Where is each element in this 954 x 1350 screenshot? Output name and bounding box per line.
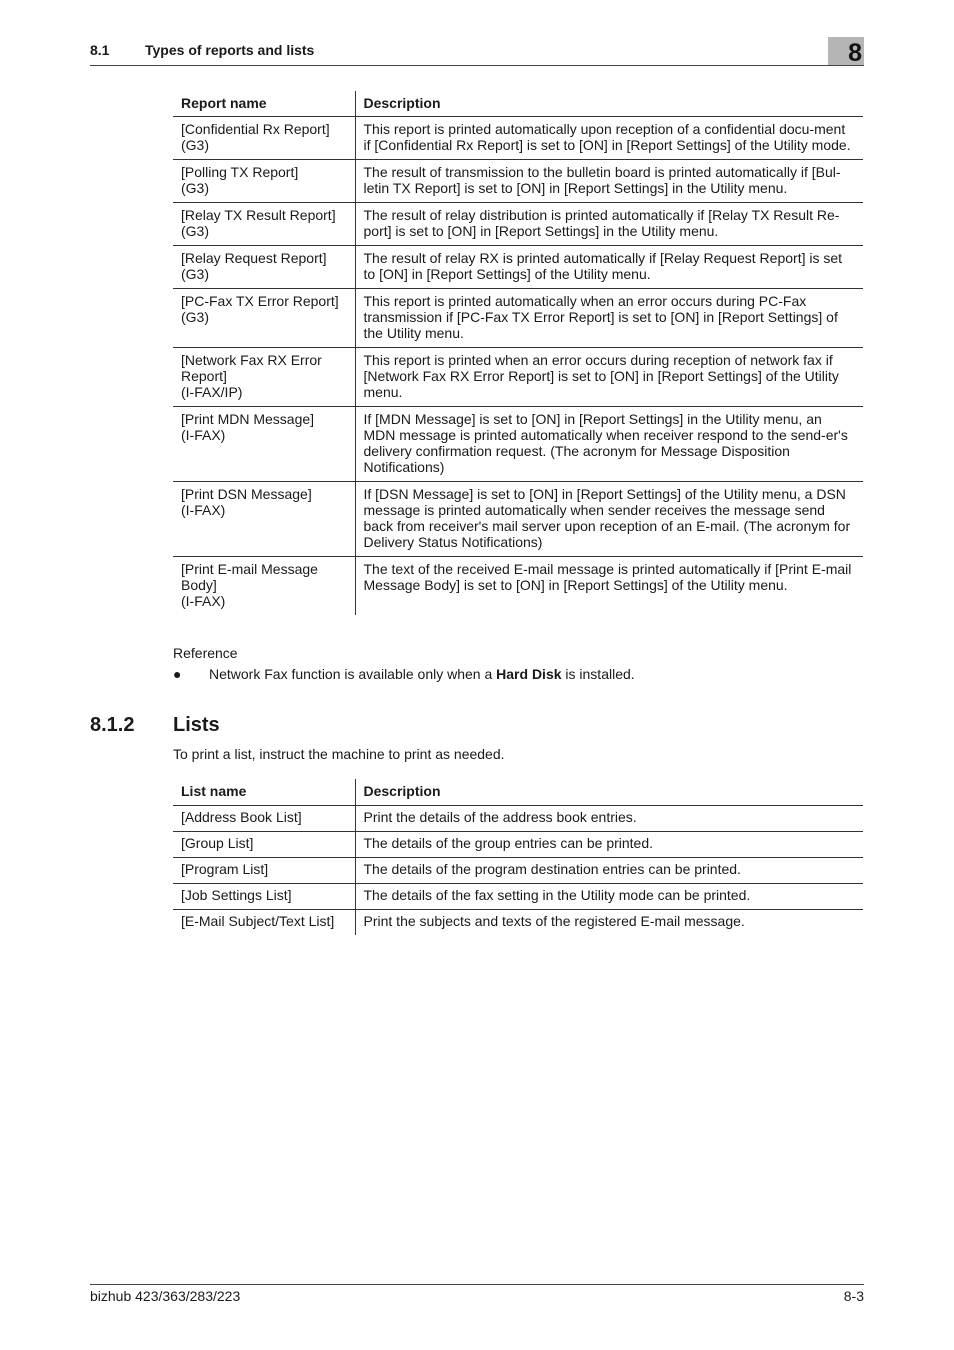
page-footer	[90, 1284, 864, 1308]
cell-name: [Job Settings List]	[173, 883, 355, 909]
bullet-text-bold: Hard Disk	[496, 666, 562, 682]
page-header	[90, 38, 864, 66]
table-row	[173, 805, 863, 831]
cell-description: This report is printed when an error occurs during reception of network fax if [Network Fax RX Error Report] is set to [ON] in [Report Settings] of the Utility menu.	[355, 347, 863, 406]
cell-description: The text of the received E-mail message is printed automatically if [Print E-mail Message Body] is set to [ON] in [Report Settings] of the Utility menu.	[363, 560, 852, 593]
cell-name: [Network Fax RX Error Report] (I-FAX/IP)	[173, 347, 355, 406]
cell-name: [Address Book List]	[173, 805, 355, 831]
cell-description: The result of relay RX is printed automatically if [Relay Request Report] is set to [ON] in [Report Settings] of the Utility menu.	[355, 245, 863, 288]
bullet-icon: ●	[173, 666, 182, 682]
cell-description: If [DSN Message] is set to [ON] in [Report Settings] of the Utility menu, a DSN message is printed automatically when sender receives the message send back from receiver's mail server upon reception of an E-mail. (The acronym for Delivery Status Notifications)	[355, 481, 863, 556]
subsection-number: 8.1.2	[90, 714, 135, 736]
cell-name: [Print DSN Message] (I-FAX)	[173, 481, 355, 556]
subsection-title: Lists	[173, 714, 220, 736]
table-row	[173, 202, 863, 245]
table-row	[173, 245, 863, 288]
table-row	[173, 481, 863, 556]
header-section-title: Types of reports and lists	[145, 42, 315, 58]
chapter-number-badge: 8	[828, 37, 864, 65]
cell-description: Print the details of the address book entries.	[355, 805, 863, 831]
table-row	[173, 406, 863, 481]
cell-description: This report is printed automatically when an error occurs during PC-Fax transmission if [PC-Fax TX Error Report] is set to [ON] in [Report Settings] of the Utility menu.	[355, 288, 863, 347]
cell-name: [Group List]	[173, 831, 355, 857]
cell-name: [Program List]	[173, 857, 355, 883]
table-row	[173, 159, 863, 202]
cell-description: The result of transmission to the bulletin board is printed automatically if [Bul-letin TX Report] is set to [ON] in [Report Settings] in the Utility menu.	[355, 159, 863, 202]
footer-page-number: 8-3	[843, 1288, 864, 1304]
cell-name: [E-Mail Subject/Text List]	[173, 909, 355, 935]
table-row	[173, 288, 863, 347]
cell-description: If [MDN Message] is set to [ON] in [Report Settings] in the Utility menu, an MDN message is printed automatically when receiver respond to the send-er's delivery confirmation request. (The acronym for Message Disposition Notifications)	[355, 406, 863, 481]
cell-description: This report is printed automatically upon reception of a confidential docu-ment if [Confidential Rx Report] is set to [ON] in [Report Settings] of the Utility mode.	[355, 116, 863, 159]
lists-table-header	[173, 779, 863, 805]
cell-description: Print the subjects and texts of the registered E-mail message.	[363, 912, 745, 929]
table-row	[173, 909, 863, 935]
table-row	[173, 116, 863, 159]
column-header-report-name: Report name	[173, 91, 355, 116]
reports-table-header	[173, 91, 863, 116]
table-row	[173, 831, 863, 857]
header-section-number: 8.1	[90, 42, 110, 58]
cell-name: [PC-Fax TX Error Report] (G3)	[173, 288, 355, 347]
column-header-list-name: List name	[173, 779, 355, 805]
lists-table	[173, 779, 863, 935]
cell-description: The details of the fax setting in the Utility mode can be printed.	[355, 883, 863, 909]
reports-table	[173, 91, 863, 615]
cell-description: The details of the program destination entries can be printed.	[355, 857, 863, 883]
cell-name: [Relay Request Report] (G3)	[173, 245, 355, 288]
table-row	[173, 883, 863, 909]
reference-label: Reference	[173, 645, 238, 661]
cell-description: The details of the group entries can be printed.	[355, 831, 863, 857]
lists-intro-text: To print a list, instruct the machine to print as needed.	[173, 746, 505, 762]
column-header-description: Description	[355, 779, 863, 805]
table-row	[173, 857, 863, 883]
cell-description: The result of relay distribution is printed automatically if [Relay TX Result Re-port] is set to [ON] in [Report Settings] in the Utility menu.	[355, 202, 863, 245]
bullet-text-suffix: is installed.	[561, 666, 635, 682]
cell-name: [Confidential Rx Report] (G3)	[173, 116, 355, 159]
reference-bullet-text	[209, 666, 635, 682]
bullet-text-prefix: Network Fax function is available only when a	[209, 666, 497, 682]
cell-name: [Print MDN Message] (I-FAX)	[173, 406, 355, 481]
footer-model-name: bizhub 423/363/283/223	[90, 1288, 241, 1304]
cell-name: [Polling TX Report] (G3)	[173, 159, 355, 202]
column-header-description: Description	[355, 91, 863, 116]
table-row	[173, 347, 863, 406]
cell-name: [Relay TX Result Report] (G3)	[173, 202, 355, 245]
table-row	[173, 556, 863, 615]
cell-name: [Print E-mail Message Body] (I-FAX)	[173, 556, 355, 615]
